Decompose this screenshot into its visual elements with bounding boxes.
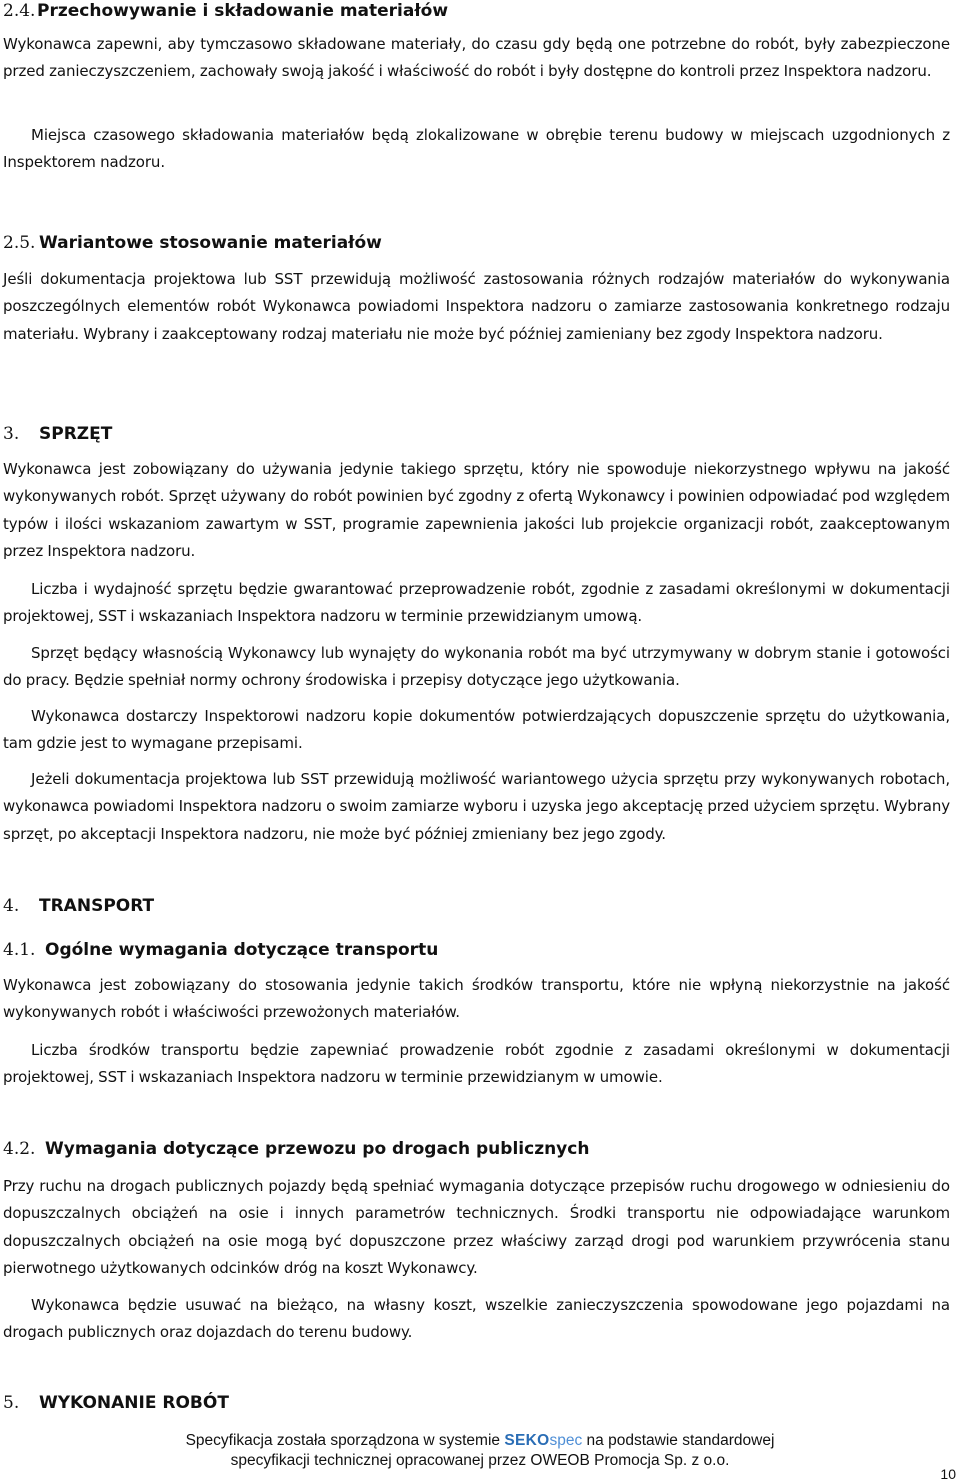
- paragraph: Sprzęt będący własnością Wykonawcy lub wynajęty do wykonania robót ma być utrzymywany w dobrym stanie i gotowości do pracy. Będzie spełniał normy ochrony środowiska i przepisy dotyczące jego użytkowania.: [3, 644, 950, 690]
- footer-text: na podstawie standardowej: [586, 1432, 775, 1449]
- section-number: 3.: [3, 424, 20, 444]
- paragraph: Miejsca czasowego składowania materiałów będą zlokalizowane w obrębie terenu budowy w miejscach uzgodnionych z Inspektorem nadzoru.: [3, 126, 950, 172]
- footer-text: Specyfikacja została sporządzona w systemie: [185, 1432, 501, 1449]
- section-title: Wymagania dotyczące przewozu po drogach publicznych: [45, 1139, 590, 1159]
- section-heading-4: [3, 895, 950, 917]
- section-title: SPRZĘT: [39, 424, 113, 444]
- section-heading-2-4: [3, 0, 950, 22]
- section-heading-2-5: [3, 232, 950, 254]
- section-title: Wariantowe stosowanie materiałów: [39, 233, 382, 253]
- section-heading-5: [3, 1392, 950, 1414]
- paragraph: Wykonawca jest zobowiązany do używania jedynie takiego sprzętu, który nie spowoduje niekorzystnego wpływu na jakość wykonywanych robót. Sprzęt używany do robót powinien być zgodny z ofertą Wykonawcy i powinien odpowiadać pod względem typów i ilości wskazaniom zawartym w SST, programie zapewnienia jakości lub projekcie organizacji robót, zaakceptowanym przez Inspektora nadzoru.: [3, 460, 950, 560]
- paragraph: Liczba środków transportu będzie zapewniać prowadzenie robót zgodnie z zasadami określonymi w dokumentacji projektowej, SST i wskazaniach Inspektora nadzoru w terminie przewidzianym w umowie.: [3, 1041, 950, 1087]
- footer-line-1: [0, 1431, 960, 1451]
- paragraph: Wykonawca dostarczy Inspektorowi nadzoru kopie dokumentów potwierdzających dopuszczenie sprzętu do użytkowania, tam gdzie jest to wymagane przepisami.: [3, 707, 950, 753]
- section-number: 4.: [3, 896, 20, 916]
- section-title: WYKONANIE ROBÓT: [39, 1393, 229, 1413]
- paragraph: Wykonawca jest zobowiązany do stosowania jedynie takich środków transportu, które nie wpłyną niekorzystnie na jakość wykonywanych robót i właściwości przewożonych materiałów.: [3, 976, 950, 1022]
- section-number: 2.5.: [3, 233, 36, 253]
- section-heading-4-2: [3, 1138, 950, 1160]
- page-number: 10: [940, 1466, 956, 1482]
- paragraph: Jeżeli dokumentacja projektowa lub SST przewidują możliwość wariantowego użycia sprzętu przy wykonywanych robotach, wykonawca powiadomi Inspektora nadzoru o swoim zamiarze wyboru i uzyska jego akceptację przed użyciem sprzętu. Wybrany sprzęt, po akceptacji Inspektora nadzoru, nie może być później zmieniany bez jego zgody.: [3, 770, 950, 843]
- footer-line-2: specyfikacji technicznej opracowanej przez OWEOB Promocja Sp. z o.o.: [230, 1452, 730, 1469]
- section-number: 4.1.: [3, 940, 36, 960]
- logo-spec-text: spec: [549, 1432, 583, 1449]
- paragraph: Przy ruchu na drogach publicznych pojazdy będą spełniać wymagania dotyczące przepisów ruchu drogowego w odniesieniu do dopuszczalnych obciążeń na osie i innych parametrów technicznych. Środki transportu nie odpowiadające warunkom dopuszczalnych obciążeń na osie mogą być dopuszczone przez właściwy zarząd drogi pod warunkiem przywrócenia stanu pierwotnego użytkowanych odcinków dróg na koszt Wykonawcy.: [3, 1177, 950, 1277]
- section-title: TRANSPORT: [39, 896, 155, 916]
- section-heading-4-1: [3, 939, 950, 961]
- section-number: 2.4.: [3, 1, 36, 21]
- section-title: Ogólne wymagania dotyczące transportu: [45, 940, 439, 960]
- paragraph: Liczba i wydajność sprzętu będzie gwarantować przeprowadzenie robót, zgodnie z zasadami określonymi w dokumentacji projektowej, SST i wskazaniach Inspektora nadzoru w terminie przewidzianym umową.: [3, 580, 950, 626]
- paragraph: Wykonawca zapewni, aby tymczasowo składowane materiały, do czasu gdy będą one potrzebne do robót, były zabezpieczone przed zanieczyszczeniem, zachowały swoją jakość i właściwość do robót i były dostępne do kontroli przez Inspektora nadzoru.: [3, 35, 950, 81]
- section-number: 4.2.: [3, 1139, 36, 1159]
- paragraph: Wykonawca będzie usuwać na bieżąco, na własny koszt, wszelkie zanieczyszczenia spowodowane jego pojazdami na drogach publicznych oraz dojazdach do terenu budowy.: [3, 1296, 950, 1342]
- paragraph: Jeśli dokumentacja projektowa lub SST przewidują możliwość zastosowania różnych rodzajów materiałów do wykonywania poszczególnych elementów robót Wykonawca powiadomi Inspektora nadzoru o zamiarze zastosowania konkretnego rodzaju materiału. Wybrany i zaakceptowany rodzaj materiału nie może być później zamieniany bez zgody Inspektora nadzoru.: [3, 270, 950, 343]
- logo-seko-text: SEKO: [504, 1432, 550, 1449]
- section-heading-3: [3, 423, 950, 445]
- section-title: Przechowywanie i składowanie materiałów: [37, 1, 449, 21]
- sekospec-logo: [504, 1432, 582, 1449]
- section-number: 5.: [3, 1393, 20, 1413]
